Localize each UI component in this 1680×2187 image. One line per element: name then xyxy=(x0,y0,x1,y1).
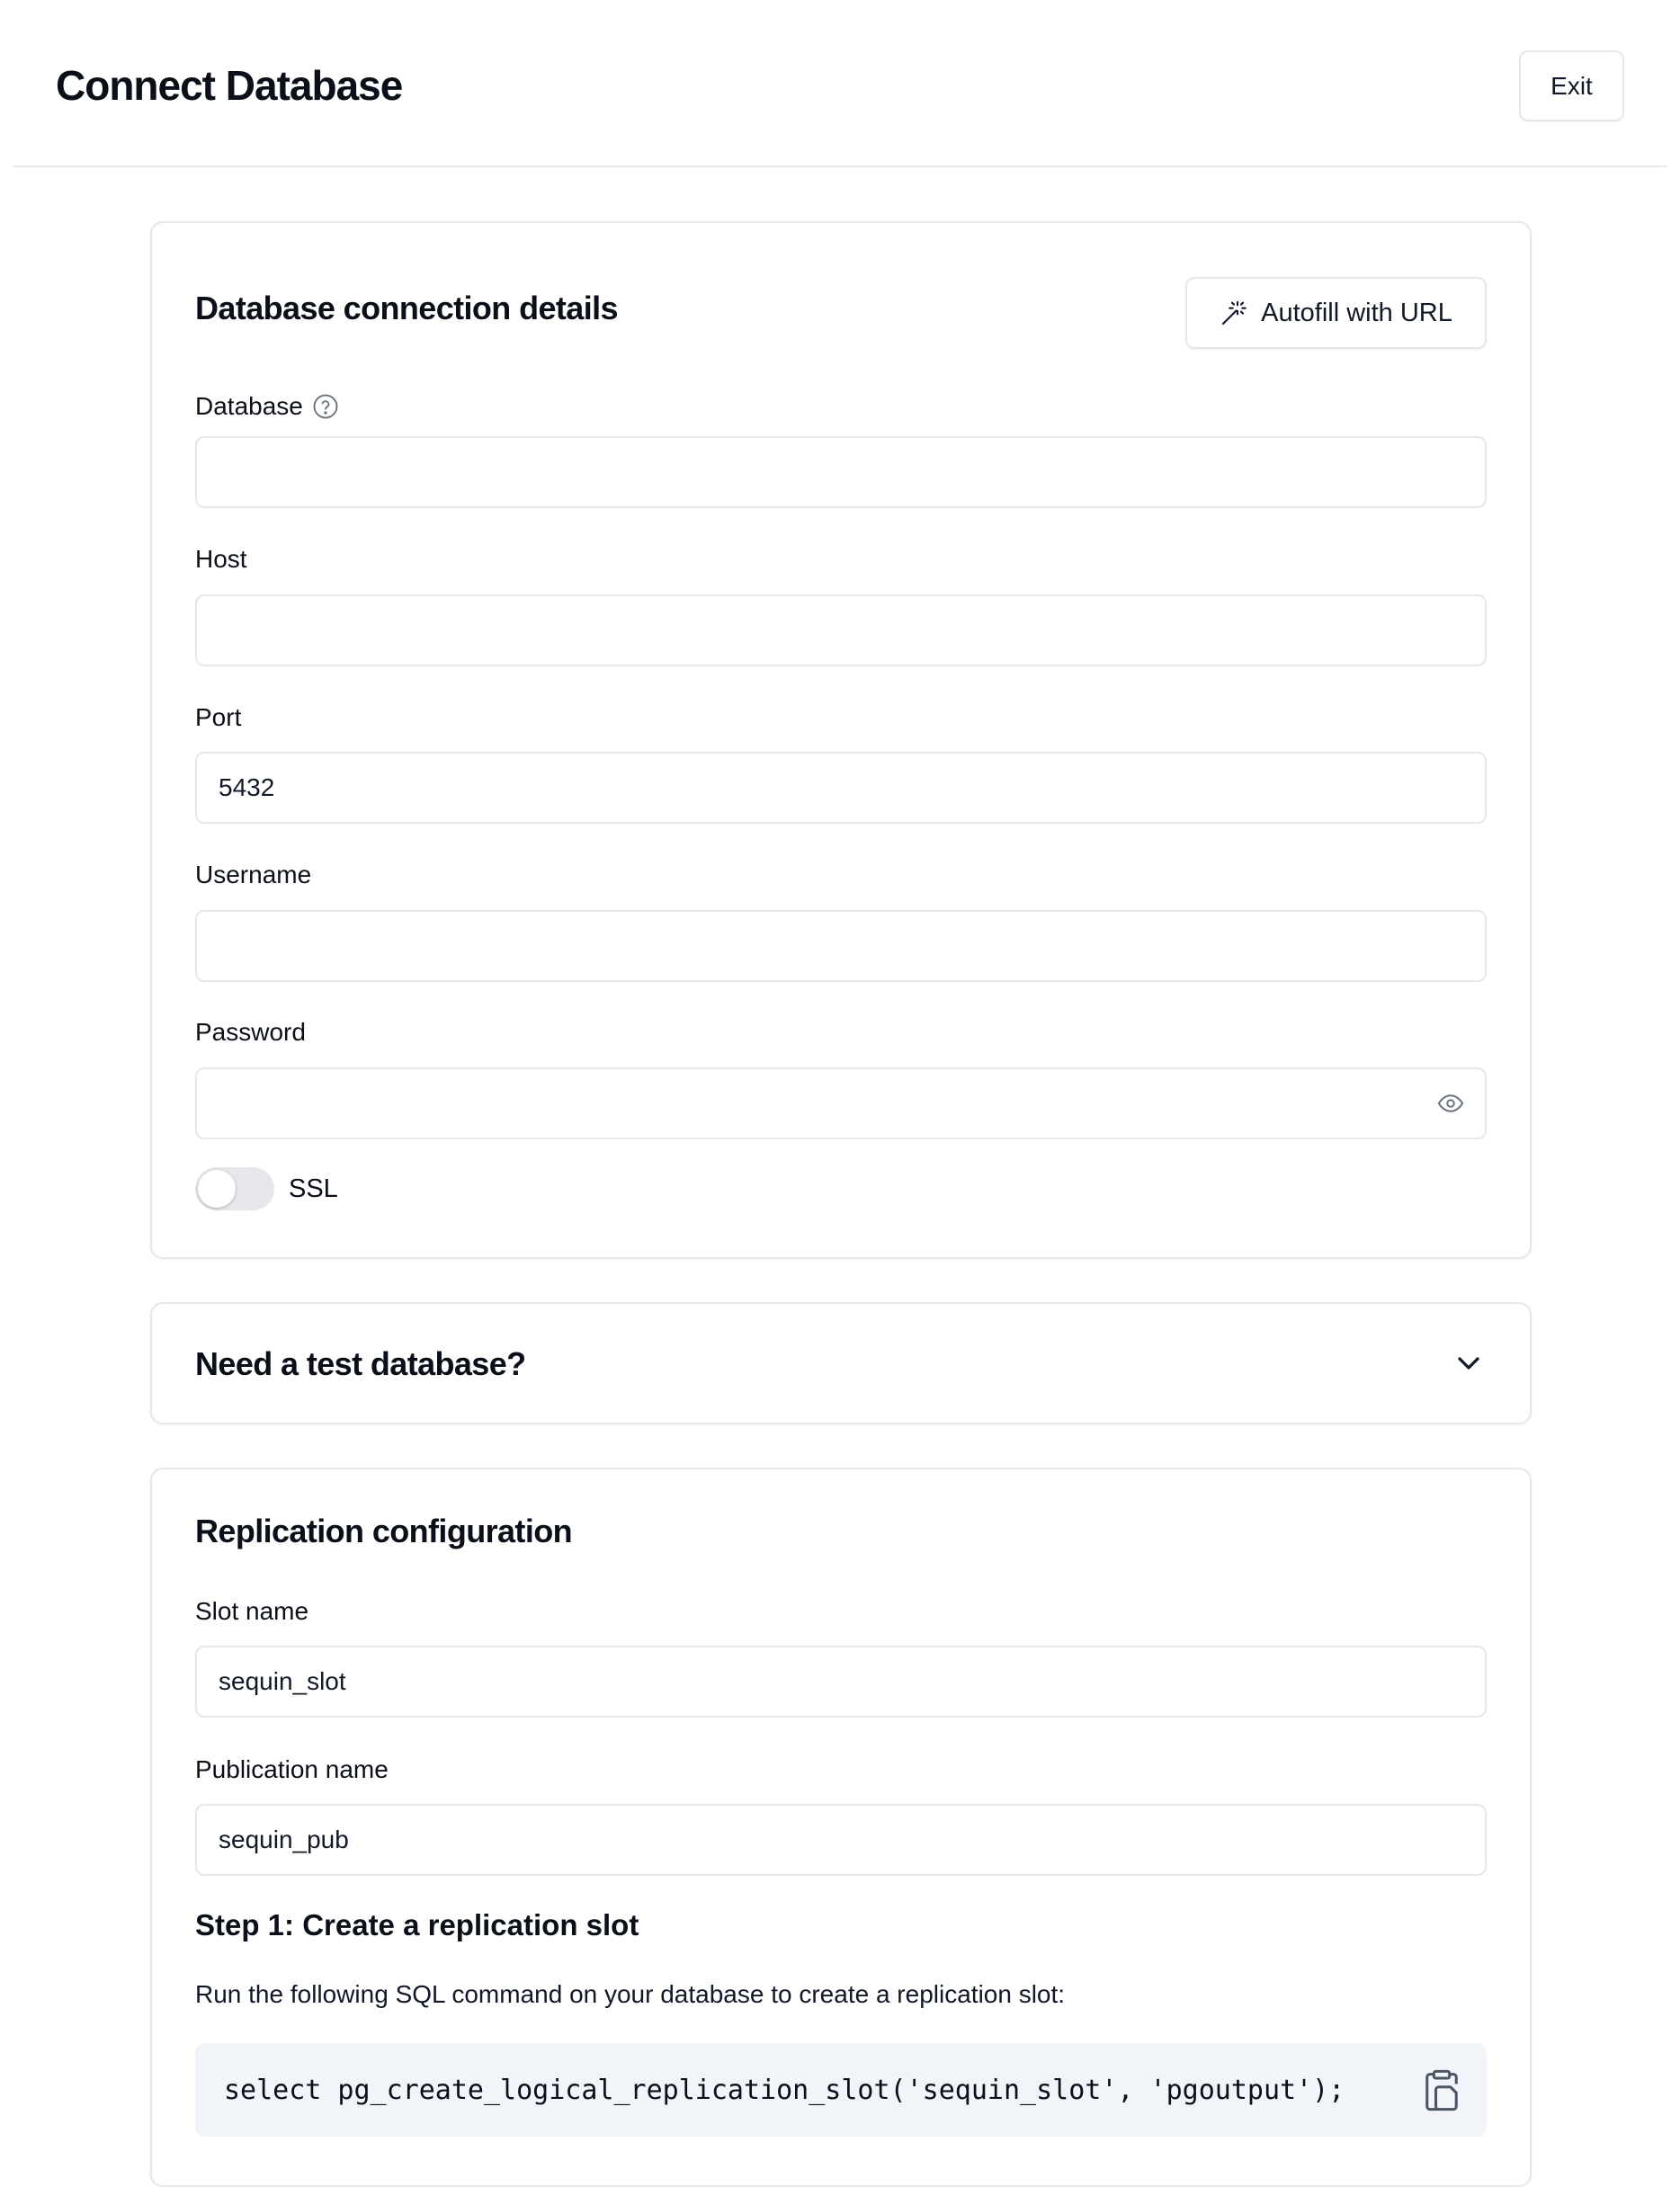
step-1-sql-command: select pg_create_logical_replication_slot('sequin_slot', 'pgoutput'); xyxy=(224,2074,1345,2106)
publication-name-input[interactable] xyxy=(195,1804,1487,1876)
password-label: Password xyxy=(195,1018,306,1046)
page-header xyxy=(13,0,1667,167)
connection-details-title: Database connection details xyxy=(195,290,618,326)
database-input[interactable] xyxy=(195,436,1487,508)
username-label: Username xyxy=(195,861,312,888)
test-database-card[interactable] xyxy=(150,1302,1532,1424)
replication-config-title: Replication configuration xyxy=(195,1513,573,1549)
ssl-label: SSL xyxy=(289,1174,338,1203)
username-input[interactable] xyxy=(195,910,1487,982)
password-input[interactable] xyxy=(195,1067,1487,1139)
step-1-title: Step 1: Create a replication slot xyxy=(195,1908,639,1942)
exit-button[interactable]: Exit xyxy=(1519,50,1624,121)
host-label: Host xyxy=(195,545,247,573)
ssl-toggle-knob xyxy=(198,1170,236,1208)
step-1-code-block xyxy=(195,2043,1487,2137)
clipboard-copy-icon[interactable] xyxy=(1418,2066,1465,2113)
port-input[interactable] xyxy=(195,752,1487,824)
step-1-description: Run the following SQL command on your database to create a replication slot: xyxy=(195,1980,1066,2008)
page-title: Connect Database xyxy=(56,62,403,109)
help-circle-icon[interactable] xyxy=(312,393,339,420)
port-label: Port xyxy=(195,703,242,731)
host-input[interactable] xyxy=(195,594,1487,666)
chevron-down-icon[interactable] xyxy=(1451,1345,1487,1381)
autofill-label: Autofill with URL xyxy=(1261,298,1452,327)
show-password-toggle[interactable] xyxy=(1415,1067,1487,1139)
test-database-title: Need a test database? xyxy=(195,1345,526,1382)
eye-icon xyxy=(1437,1090,1464,1117)
database-label xyxy=(195,392,339,421)
replication-config-card xyxy=(150,1468,1532,2187)
connection-details-card xyxy=(150,221,1532,1259)
slot-name-label: Slot name xyxy=(195,1597,309,1625)
magic-wand-icon xyxy=(1220,299,1248,327)
ssl-toggle[interactable] xyxy=(195,1167,274,1210)
publication-name-label: Publication name xyxy=(195,1755,389,1783)
slot-name-input[interactable] xyxy=(195,1646,1487,1718)
autofill-with-url-button[interactable] xyxy=(1185,277,1487,349)
database-label-text: Database xyxy=(195,392,303,420)
